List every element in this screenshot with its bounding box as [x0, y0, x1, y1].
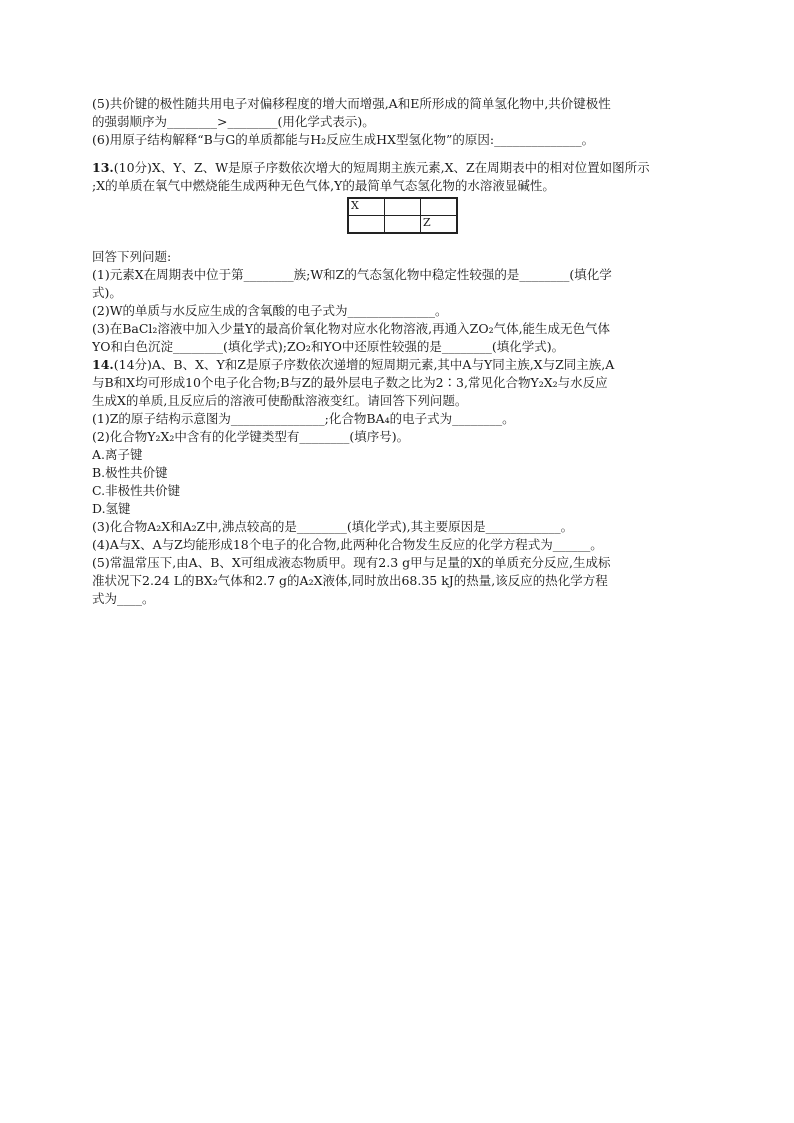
q14-number: 14. [92, 357, 114, 372]
table-cell [348, 216, 385, 234]
q14-part3: (3)化合物A₂X和A₂Z中,沸点较高的是________(填化学式),其主要原因是____________。 [92, 519, 574, 534]
q14-part5-line2: 准状况下2.24 L的BX₂气体和2.7 g的A₂X液体,同时放出68.35 kJ的热量,该反应的热化学方程 [92, 573, 608, 588]
table-cell: X [348, 198, 385, 216]
q14-option-d: D.氢键 [92, 501, 131, 516]
q14-stem-text: (14分)A、B、X、Y和Z是原子序数依次递增的短周期元素,其中A与Y同主族,X与Z同主族,A [113, 357, 615, 372]
q13-part1-line2: 式)。 [92, 285, 122, 300]
table-row [348, 216, 457, 234]
q14-option-c: C.非极性共价键 [92, 483, 181, 498]
q14-stem-line3: 生成X的单质,且反应后的溶液可使酚酞溶液变红。请回答下列问题。 [92, 393, 468, 408]
q13-stem-text: (10分)X、Y、Z、W是原子序数依次增大的短周期主族元素,X、Z在周期表中的相对位置如图所示 [113, 160, 650, 175]
q13-part2: (2)W的单质与水反应生成的含氧酸的电子式为______________。 [92, 303, 448, 318]
table-cell [385, 216, 421, 234]
q14-part5-line1: (5)常温常压下,由A、B、X可组成液态物质甲。现有2.3 g甲与足量的X的单质充分反应,生成标 [92, 555, 611, 570]
q13-prompt: 回答下列问题: [92, 249, 172, 264]
q14-part5-line3: 式为____。 [92, 591, 155, 606]
q14-part2: (2)化合物Y₂X₂中含有的化学键类型有________(填序号)。 [92, 429, 410, 444]
periodic-table-fragment [347, 197, 458, 234]
table-row [348, 198, 457, 216]
q13-part1-line1: (1)元素X在周期表中位于第________族;W和Z的气态氢化物中稳定性较强的是________(填化学 [92, 267, 612, 282]
q14-part4: (4)A与X、A与Z均能形成18个电子的化合物,此两种化合物发生反应的化学方程式为______。 [92, 537, 603, 552]
q14-option-b: B.极性共价键 [92, 465, 168, 480]
q13-part3-line1: (3)在BaCl₂溶液中加入少量Y的最高价氧化物对应水化物溶液,再通入ZO₂气体,能生成无色气体 [92, 321, 611, 336]
q13-number: 13. [92, 160, 114, 175]
q12-part6: (6)用原子结构解释“B与G的单质都能与H₂反应生成HX型氢化物”的原因:______________。 [92, 132, 595, 147]
exam-page [92, 95, 708, 608]
q14-stem-line2: 与B和X均可形成10个电子化合物;B与Z的最外层电子数之比为2∶3,常见化合物Y₂X₂与水反应 [92, 375, 608, 390]
table-cell: Z [421, 216, 458, 234]
q13-stem-line2: ;X的单质在氧气中燃烧能生成两种无色气体,Y的最简单气态氢化物的水溶液显碱性。 [92, 178, 555, 193]
q13-part3-line2: YO和白色沉淀________(填化学式);ZO₂和YO中还原性较强的是________(填化学式)。 [92, 339, 565, 354]
table-cell [421, 198, 458, 216]
q12-part5-line2: 的强弱顺序为________>________(用化学式表示)。 [92, 114, 375, 129]
q14-stem-line1 [92, 356, 708, 374]
q14-part1: (1)Z的原子结构示意图为_______________;化合物BA₄的电子式为________。 [92, 411, 515, 426]
q12-part5-line1: (5)共价键的极性随共用电子对偏移程度的增大而增强,A和E所形成的简单氢化物中,共价键极性 [92, 96, 611, 111]
q14-option-a: A.离子键 [92, 447, 143, 462]
q13-stem-line1 [92, 159, 708, 177]
table-cell [385, 198, 421, 216]
